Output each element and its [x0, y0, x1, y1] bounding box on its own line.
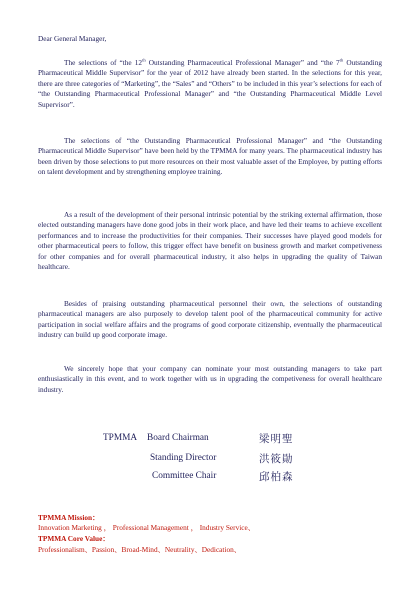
p1-part-a: The selections of “the 12 [64, 58, 143, 67]
paragraph-4 [38, 299, 382, 341]
paragraph-1 [38, 58, 382, 110]
signature-committee-title: Committee Chair [152, 471, 217, 481]
paragraph-3 [38, 210, 382, 272]
mission-text: Innovation Marketing ， Professional Management ， Industry Service、 [38, 523, 256, 532]
p1-sup-2: th [339, 57, 344, 63]
p1-part-b: Outstanding Pharmaceutical Professional Manager” and “the 7 [145, 58, 340, 67]
core-value-text: Professionalism、Passion、Broad-Mind、Neutrality、Dedication、 [38, 545, 242, 554]
signature-chair-title: Board Chairman [147, 433, 209, 443]
p2-text: The selections of “the Outstanding Pharmaceutical Professional Manager” and “the Outstanding Pharmaceutical Middle Supervisor” have been held by the TPMMA for many years. The pharmaceutical industry has been driven by those selections to put more resources on their most valuable asset of the Employee, by putting efforts on talent development and by strengthening employee training. [38, 136, 382, 177]
signature-chair-name: 梁明聖 [259, 433, 294, 445]
mission-label: TPMMA Mission： [38, 513, 100, 522]
paragraph-5 [38, 364, 382, 395]
core-value-label: TPMMA Core Value： [38, 534, 110, 543]
salutation: Dear General Manager, [38, 34, 107, 43]
p3-text: As a result of the development of their personal intrinsic potential by the striking external affirmation, those elected outstanding managers have done good jobs in their work place, and have led their teams to achieve excellent performances and to increase the productivities for their companies. Their successes have played good models for other pharmaceutical peers to follow, this trigger effect have benefit on business growth and market competiveness for other companies and for overall pharmaceutical industry, it also helps in upgrading the quality of Taiwan healthcare. [38, 210, 382, 272]
p1-part-c: Outstanding Pharmaceutical Middle Supervisor” for the year of 2012 have already been started. In the selections for this year, there are three categories of “Marketing”, the “Sales” and “Others” to be included in this year’s selections for each of “the Outstanding Pharmaceutical Professional Manager” and “the Outstanding Pharmaceutical Middle Level Supervisor”. [38, 58, 382, 109]
p5-text: We sincerely hope that your company can nominate your most outstanding managers to take part enthusiastically in this event, and to work together with us in upgrading the competiveness for overall healthcare industry. [38, 364, 382, 394]
p1-sup-1: th [142, 57, 146, 63]
p4-text: Besides of praising outstanding pharmaceutical personnel their own, the selections of outstanding pharmaceutical managers are also purposely to develop talent pool of the pharmaceutical community for active participation in social welfare affairs and the programs of good corporate citizenship, eventually the pharmaceutical industry can build up good corporate image. [38, 299, 382, 340]
paragraph-2 [38, 136, 382, 178]
signature-director-title: Standing Director [150, 453, 217, 463]
signature-org: TPMMA [103, 433, 138, 443]
signature-committee-name: 邱柏森 [259, 471, 294, 483]
signature-director-name: 洪筱勛 [259, 453, 294, 465]
